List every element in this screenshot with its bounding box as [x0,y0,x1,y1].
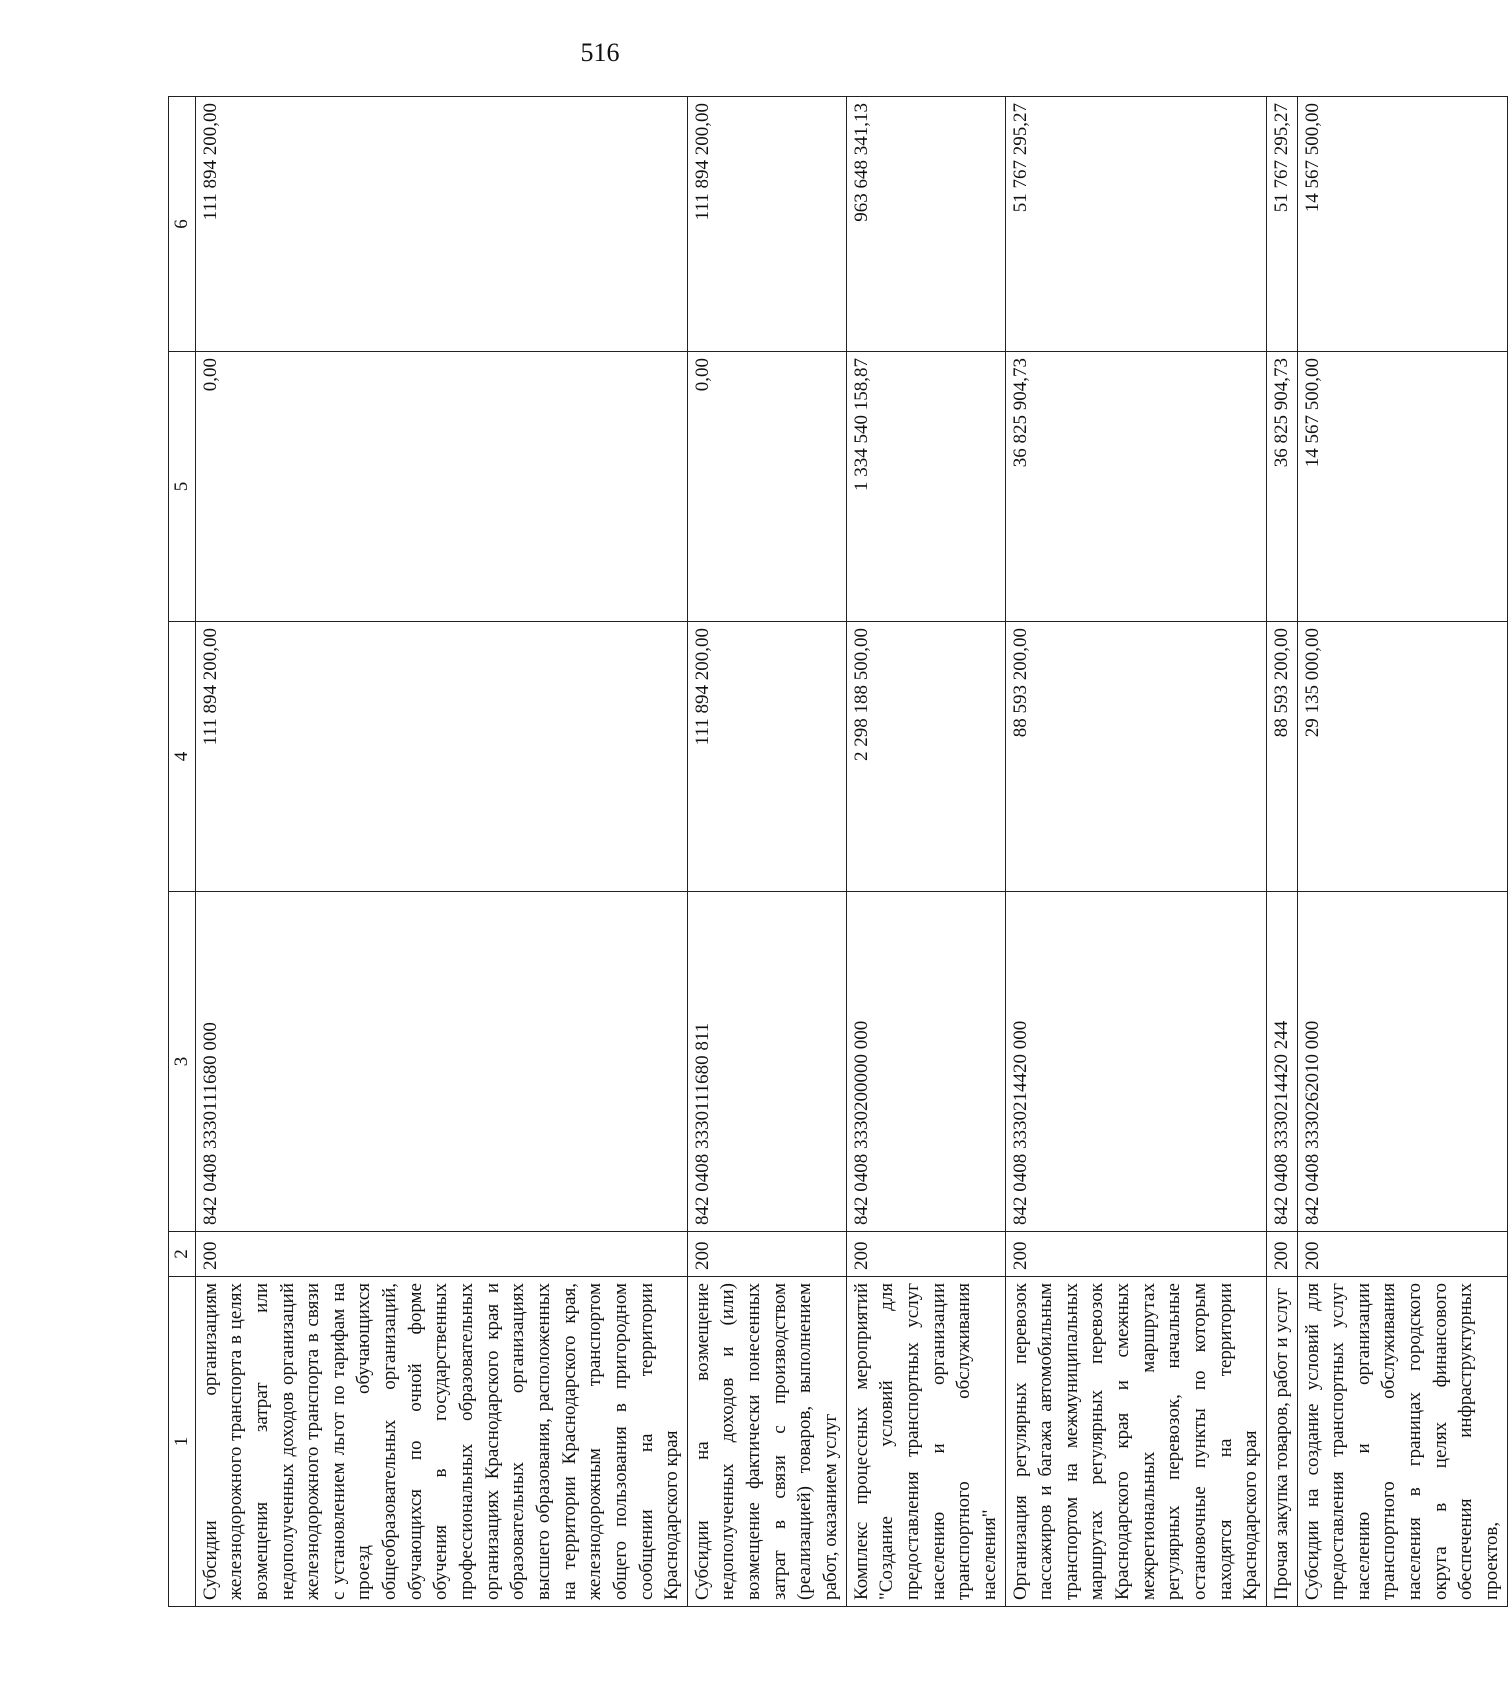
table-row [1266,97,1297,1607]
row-code: 842 0408 3330111680 000 [195,892,687,1232]
row-description: Субсидии на возмещение недополученных доходов и (или) возмещение фактически понесенных затрат в связи с производством (реализацией) товаров, выполнением работ, оказанием услуг [687,1277,846,1607]
row-code: 842 0408 3330111680 811 [687,892,846,1232]
row-value-5: 36 825 904,73 [1005,352,1266,622]
row-description: Комплекс процессных мероприятий "Создание условий для предоставления транспортных услуг населению и организации транспортного обслуживания населения" [846,1277,1005,1607]
row-value-4: 88 593 200,00 [1005,622,1266,892]
column-header-1: 1 [169,1277,196,1607]
row-value-5: 0,00 [195,352,687,622]
table-row [1005,97,1266,1607]
table-row [1297,97,1507,1607]
row-value-6: 111 894 200,00 [195,97,687,352]
row-code: 842 0408 3330200000 000 [846,892,1005,1232]
row-code: 842 0408 3330214420 244 [1266,892,1297,1232]
row-value-4: 2 298 188 500,00 [846,622,1005,892]
row-description: Субсидии на создание условий для предоставления транспортных услуг населению и организации транспортного обслуживания населения в границах городского округа в целях финансового обеспечения инфраструктурных проектов, [1297,1277,1507,1607]
column-header-5: 5 [169,352,196,622]
row-value-4: 111 894 200,00 [687,622,846,892]
column-number-row [169,97,196,1607]
table-row [846,97,1005,1607]
row-kvr: 200 [1005,1232,1266,1277]
row-value-5: 1 334 540 158,87 [846,352,1005,622]
row-value-6: 51 767 295,27 [1005,97,1266,352]
row-kvr: 200 [846,1232,1005,1277]
row-kvr: 200 [687,1232,846,1277]
row-description: Организация регулярных перевозок пассажиров и багажа автомобильным транспортом на межмуниципальных маршрутах регулярных перевозок Краснодарского края и смежных межрегиональных маршрутах регулярных перевозок, начальные остановочные пункты по которым находятся на территории Краснодарского края [1005,1277,1266,1607]
row-value-5: 14 567 500,00 [1297,352,1507,622]
row-kvr: 200 [1297,1232,1507,1277]
column-header-6: 6 [169,97,196,352]
row-kvr: 200 [1266,1232,1297,1277]
page-number: 516 [580,38,620,67]
column-header-2: 2 [169,1232,196,1277]
row-value-4: 29 135 000,00 [1297,622,1507,892]
column-header-4: 4 [169,622,196,892]
table-row [687,97,846,1607]
row-value-4: 111 894 200,00 [195,622,687,892]
row-description: Субсидии организациям железнодорожного транспорта в целях возмещения затрат или недополученных доходов организаций железнодорожного транспорта в связи с установлением льгот по тарифам на проезд обучающихся общеобразовательных организаций, обучающихся по очной форме обучения в государственных профессиональных образовательных организациях Краснодарского края и образовательных организациях высшего образования, расположенных на территории Краснодарского края, железнодорожным транспортом общего пользования в пригородном сообщении на территории Краснодарского края [195,1277,687,1607]
row-value-5: 0,00 [687,352,846,622]
row-kvr: 200 [195,1232,687,1277]
row-value-6: 51 767 295,27 [1266,97,1297,352]
row-code: 842 0408 3330214420 000 [1005,892,1266,1232]
row-value-4: 88 593 200,00 [1266,622,1297,892]
column-header-3: 3 [169,892,196,1232]
row-description: Прочая закупка товаров, работ и услуг [1266,1277,1297,1607]
row-value-6: 111 894 200,00 [687,97,846,352]
row-value-6: 14 567 500,00 [1297,97,1507,352]
budget-table-container [168,97,1503,1607]
budget-table [168,96,1508,1607]
table-row [195,97,687,1607]
row-value-5: 36 825 904,73 [1266,352,1297,622]
row-code: 842 0408 3330262010 000 [1297,892,1507,1232]
row-value-6: 963 648 341,13 [846,97,1005,352]
